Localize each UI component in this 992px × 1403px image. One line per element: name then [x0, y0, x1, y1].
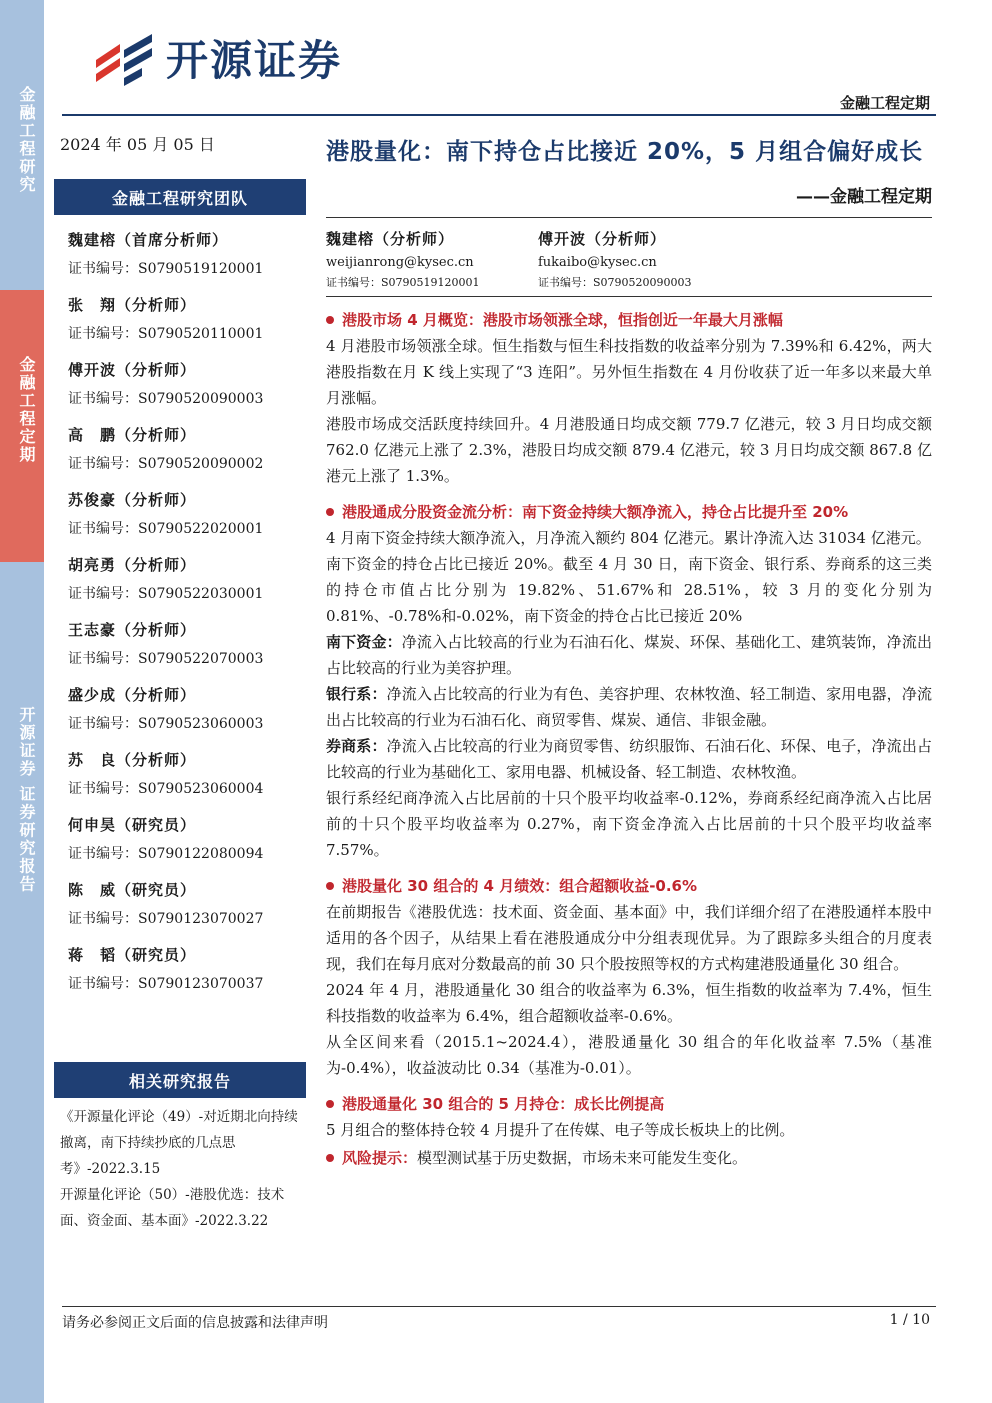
analyst-item — [68, 670, 306, 735]
main-content — [326, 128, 932, 1171]
section-heading-3 — [326, 873, 932, 899]
paragraph-lead: 券商系： — [326, 737, 387, 755]
left-column — [54, 132, 306, 995]
paragraph-lead: 银行系： — [326, 685, 387, 703]
report-subtitle: ——金融工程定期 — [326, 182, 932, 218]
analyst-item — [68, 800, 306, 865]
analyst-name: 王志豪（分析师） — [68, 621, 197, 639]
section-heading-text: 港股通成分股资金流分析：南下资金持续大额净流入，持仓占比提升至 20% — [342, 503, 849, 521]
related-report-link[interactable]: 开源量化评论（50）-港股优选：技术面、资金面、基本面》-2022.3.22 — [60, 1187, 285, 1229]
section-heading-text: 港股通量化 30 组合的 5 月持仓：成长比例提高 — [342, 1095, 665, 1113]
team-list — [54, 215, 306, 995]
section-heading-1 — [326, 307, 932, 333]
analyst-cert: 证书编号：S0790522070003 — [68, 651, 264, 667]
company-logo — [90, 28, 342, 88]
report-date: 2024 年 05 月 05 日 — [60, 135, 215, 154]
author-email[interactable]: fukaibo@kysec.cn — [538, 255, 657, 270]
authors-divider — [326, 296, 932, 297]
page-number: 1 / 10 — [889, 1312, 930, 1328]
bullet-icon — [326, 1154, 334, 1162]
analyst-cert: 证书编号：S0790522030001 — [68, 586, 264, 602]
paragraph — [326, 629, 932, 681]
author-name: 傅开波（分析师） — [538, 230, 667, 248]
analyst-cert: 证书编号：S0790523060003 — [68, 716, 264, 732]
header-divider — [62, 114, 936, 116]
analyst-name: 何申昊（研究员） — [68, 816, 197, 834]
analyst-name: 魏建榕（首席分析师） — [68, 231, 229, 249]
footer-disclaimer: 请务必参阅正文后面的信息披露和法律声明 — [62, 1315, 328, 1331]
author-cert: 证书编号：S0790520090003 — [538, 276, 692, 289]
footer-divider — [62, 1306, 936, 1307]
side-label-mid: 金融工程定期 — [17, 356, 36, 464]
analyst-item — [68, 865, 306, 930]
analyst-item — [68, 215, 306, 280]
risk-note — [326, 1145, 932, 1171]
author-email[interactable]: weijianrong@kysec.cn — [326, 255, 474, 270]
paragraph: 从全区间来看（2015.1~2024.4），港股通量化 30 组合的年化收益率 7.5%（基准为-0.4%），收益波动比 0.34（基准为-0.01）。 — [326, 1033, 932, 1077]
author-item — [538, 228, 750, 290]
analyst-cert: 证书编号：S0790122080094 — [68, 846, 264, 862]
analyst-item — [68, 930, 306, 995]
paragraph-body: 净流入占比较高的行业为石油石化、煤炭、环保、基础化工、建筑装饰，净流出占比较高的行业为美容护理。 — [326, 633, 932, 677]
analyst-item — [68, 345, 306, 410]
paragraph: 2024 年 4 月，港股通量化 30 组合的收益率为 6.3%，恒生指数的收益率为 7.4%，恒生科技指数的收益率为 6.4%，组合超额收益率-0.6%。 — [326, 981, 932, 1025]
paragraph: 5 月组合的整体持仓较 4 月提升了在传媒、电子等成长板块上的比例。 — [326, 1121, 795, 1139]
paragraph — [326, 733, 932, 785]
analyst-cert: 证书编号：S0790123070037 — [68, 976, 264, 992]
bullet-icon — [326, 882, 334, 890]
analyst-cert: 证书编号：S0790520090003 — [68, 391, 264, 407]
analyst-item — [68, 280, 306, 345]
section-heading-4 — [326, 1091, 932, 1117]
related-reports-title: 相关研究报告 — [54, 1062, 306, 1098]
report-title: 港股量化：南下持仓占比接近 20%，5 月组合偏好成长 — [326, 139, 924, 165]
related-report-link[interactable]: 《开源量化评论（49）-对近期北向持续撤离，南下持续抄底的几点思考》-2022.3.15 — [60, 1109, 298, 1177]
section-heading-text: 港股市场 4 月概览：港股市场领涨全球，恒指创近一年最大月涨幅 — [342, 311, 783, 329]
analyst-item — [68, 410, 306, 475]
paragraph: 4 月港股市场领涨全球。恒生指数与恒生科技指数的收益率分别为 7.39%和 6.42%，两大港股指数在月 K 线上实现了“3 连阳”。另外恒生指数在 4 月份收获了近一年多以来最大单月涨幅。 — [326, 337, 932, 407]
side-strip-bottom — [0, 562, 44, 1403]
paragraph: 南下资金的持仓占比已接近 20%。截至 4 月 30 日，南下资金、银行系、券商系的这三类的持仓市值占比分别为 19.82%、51.67%和 28.51%，较 3 月的变化分别为 0.81%、-0.78%和-0.02%，南下资金的持仓占比已接近 20% — [326, 555, 932, 625]
analyst-item — [68, 735, 306, 800]
analyst-cert: 证书编号：S0790519120001 — [68, 261, 264, 277]
analyst-name: 盛少成（分析师） — [68, 686, 197, 704]
analyst-name: 苏 良（分析师） — [68, 751, 197, 769]
analyst-cert: 证书编号：S0790123070027 — [68, 911, 264, 927]
author-item — [326, 228, 538, 290]
analyst-item — [68, 540, 306, 605]
section-heading-text: 港股量化 30 组合的 4 月绩效：组合超额收益-0.6% — [342, 877, 698, 895]
bullet-icon — [326, 508, 334, 516]
related-reports-list — [60, 1104, 310, 1234]
side-label-top: 金融工程研究 — [17, 86, 36, 194]
bullet-icon — [326, 316, 334, 324]
bullet-icon — [326, 1100, 334, 1108]
paragraph: 4 月南下资金持续大额净流入，月净流入额约 804 亿港元。累计净流入达 31034 亿港元。 — [326, 529, 931, 547]
analyst-cert: 证书编号：S0790523060004 — [68, 781, 264, 797]
paragraph: 在前期报告《港股优选：技术面、资金面、基本面》中，我们详细介绍了在港股通样本股中适用的各个因子，从结果上看在港股通成分中分组表现优异。为了跟踪多头组合的月度表现，我们在每月底对分数最高的前 30 只个股按照等权的方式构建港股通量化 30 组合。 — [326, 903, 932, 973]
paragraph-body: 净流入占比较高的行业为商贸零售、纺织服饰、石油石化、环保、电子，净流出占比较高的行业为基础化工、家用电器、机械设备、轻工制造、农林牧渔。 — [326, 737, 932, 781]
header-tag: 金融工程定期 — [839, 94, 930, 112]
paragraph-body: 净流入占比较高的行业为有色、美容护理、农林牧渔、轻工制造、家用电器，净流出占比较高的行业为石油石化、商贸零售、煤炭、通信、非银金融。 — [326, 685, 932, 729]
section-heading-2 — [326, 499, 932, 525]
logo-mark-icon — [90, 30, 158, 86]
analyst-name: 苏俊豪（分析师） — [68, 491, 197, 509]
paragraph: 银行系经纪商净流入占比居前的十只个股平均收益率-0.12%，券商系经纪商净流入占比居前的十只个股平均收益率为 0.27%，南下资金净流入占比居前的十只个股平均收益率 7.57%。 — [326, 789, 932, 859]
analyst-name: 张 翔（分析师） — [68, 296, 197, 314]
analyst-name: 胡亮勇（分析师） — [68, 556, 197, 574]
analyst-item — [68, 605, 306, 670]
analyst-cert: 证书编号：S0790520110001 — [68, 326, 264, 342]
risk-heading: 风险提示： — [342, 1149, 418, 1167]
author-block — [326, 228, 932, 290]
analyst-name: 傅开波（分析师） — [68, 361, 197, 379]
logo-text: 开源证券 — [166, 36, 343, 85]
analyst-cert: 证书编号：S0790520090002 — [68, 456, 264, 472]
analyst-cert: 证书编号：S0790522020001 — [68, 521, 264, 537]
risk-text: 模型测试基于历史数据，市场未来可能发生变化。 — [417, 1149, 748, 1167]
analyst-name: 蒋 韬（研究员） — [68, 946, 197, 964]
side-label-bottom: 开源证券 证券研究报告 — [17, 706, 36, 894]
paragraph: 港股市场成交活跃度持续回升。4 月港股通日均成交额 779.7 亿港元，较 3 月日均成交额 762.0 亿港元上涨了 2.3%，港股日均成交额 879.4 亿港元，较 3 月日均成交额 867.8 亿港元上涨了 1.3%。 — [326, 415, 932, 485]
author-name: 魏建榕（分析师） — [326, 230, 455, 248]
paragraph-lead: 南下资金： — [326, 633, 402, 651]
paragraph — [326, 681, 932, 733]
analyst-item — [68, 475, 306, 540]
team-title: 金融工程研究团队 — [54, 179, 306, 215]
author-cert: 证书编号：S0790519120001 — [326, 276, 480, 289]
analyst-name: 高 鹏（分析师） — [68, 426, 197, 444]
analyst-name: 陈 威（研究员） — [68, 881, 197, 899]
